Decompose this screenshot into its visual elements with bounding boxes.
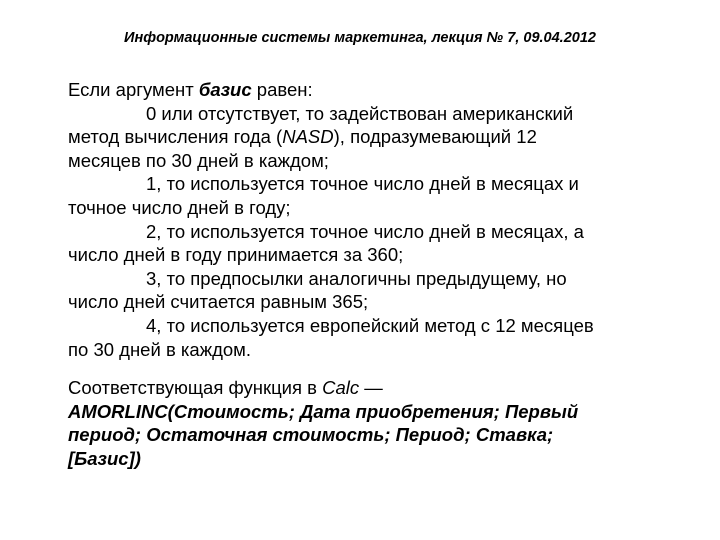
option-3-line2: число дней считается равным 365; bbox=[68, 291, 369, 313]
intro-term: базис bbox=[198, 79, 252, 100]
intro-prefix: Если аргумент bbox=[68, 79, 199, 100]
option-2-line1: 2, то используется точное число дней в месяцах, а bbox=[146, 220, 584, 242]
option-0-line1: 0 или отсутствует, то задействован американский bbox=[146, 102, 574, 124]
option-4-line1: 4, то используется европейский метод с 12 месяцев bbox=[146, 314, 594, 336]
option-1-line2: точное число дней в году; bbox=[68, 196, 291, 218]
function-dash: — bbox=[359, 377, 383, 399]
option-2-line2: число дней в году принимается за 360; bbox=[68, 244, 404, 266]
function-paragraph bbox=[68, 376, 688, 470]
lecture-content bbox=[68, 78, 688, 471]
option-0-line2-em: NASD bbox=[282, 126, 334, 148]
function-signature-line2: период; Остаточная стоимость; Период; Ставка; bbox=[68, 424, 554, 446]
option-4-line2: по 30 дней в каждом. bbox=[68, 338, 252, 360]
function-prefix: Соответствующая функция в bbox=[68, 377, 323, 399]
function-signature-line3: [Базис]) bbox=[68, 447, 141, 469]
page-header: Информационные системы маркетинга, лекция № 7, 09.04.2012 bbox=[124, 30, 596, 46]
option-1-line1: 1, то используется точное число дней в месяцах и bbox=[146, 173, 579, 195]
option-3-line1: 3, то предпосылки аналогичны предыдущему, но bbox=[146, 267, 567, 289]
function-signature-line1: AMORLINC(Стоимость; Дата приобретения; Первый bbox=[68, 400, 579, 422]
option-0-line3: месяцев по 30 дней в каждом; bbox=[68, 149, 329, 171]
option-0-line2-post: ), подразумевающий 12 bbox=[333, 126, 537, 148]
intro-paragraph bbox=[68, 78, 688, 361]
function-app: Calc bbox=[322, 377, 360, 399]
intro-suffix: равен: bbox=[251, 79, 313, 100]
option-0-line2-pre: метод вычисления года ( bbox=[68, 126, 283, 148]
